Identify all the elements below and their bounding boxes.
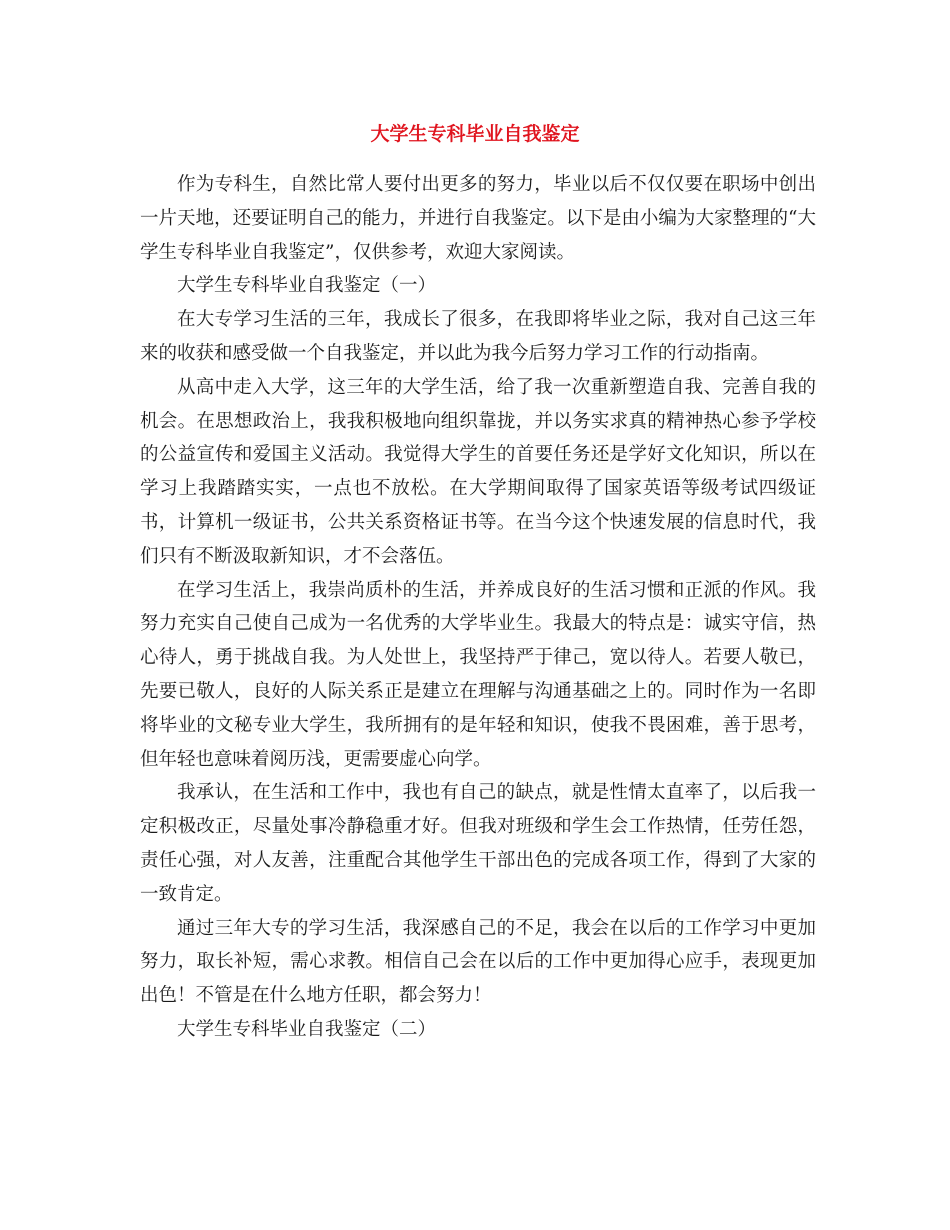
body-paragraph: 我承认，在生活和工作中，我也有自己的缺点，就是性情太直率了，以后我一定积极改正，尽量处事冷静稳重才好。但我对班级和学生会工作热情，任劳任怨，责任心强，对人友善，注重配合其他学生干部出色的完成各项工作，得到了大家的一致肯定。 — [140, 782, 816, 905]
section-heading-two: 大学生专科毕业自我鉴定（二） — [177, 1018, 437, 1040]
body-paragraph: 在大专学习生活的三年，我成长了很多，在我即将毕业之际，我对自己这三年来的收获和感受做一个自我鉴定，并以此为我今后努力学习工作的行动指南。 — [140, 309, 816, 364]
body-paragraph: 从高中走入大学，这三年的大学生活，给了我一次重新塑造自我、完善自我的机会。在思想政治上，我我积极地向组织靠拢，并以务实求真的精神热心参予学校的公益宣传和爱国主义活动。我觉得大学生的首要任务还是学好文化知识，所以在学习上我踏踏实实，一点也不放松。在大学期间取得了国家英语等级考试四级证书，计算机一级证书，公共关系资格证书等。在当今这个快速发展的信息时代，我们只有不断汲取新知识，才不会落伍。 — [140, 376, 816, 567]
document-body — [140, 168, 816, 1047]
document-title: 大学生专科毕业自我鉴定 — [370, 123, 580, 145]
section-heading-one: 大学生专科毕业自我鉴定（一） — [177, 275, 437, 297]
body-paragraph: 通过三年大专的学习生活，我深感自己的不足，我会在以后的工作学习中更加努力，取长补短，需心求教。相信自己会在以后的工作中更加得心应手，表现更加出色！不管是在什么地方任职，都会努力！ — [140, 917, 816, 1007]
body-paragraph: 在学习生活上，我崇尚质朴的生活，并养成良好的生活习惯和正派的作风。我努力充实自己使自己成为一名优秀的大学毕业生。我最大的特点是：诚实守信，热心待人，勇于挑战自我。为人处世上，我坚持严于律己，宽以待人。若要人敬已，先要已敬人，良好的人际关系正是建立在理解与沟通基础之上的。同时作为一名即将毕业的文秘专业大学生，我所拥有的是年轻和知识，使我不畏困难，善于思考，但年轻也意味着阅历浅，更需要虚心向学。 — [140, 579, 816, 770]
intro-paragraph: 作为专科生，自然比常人要付出更多的努力，毕业以后不仅仅要在职场中创出一片天地，还要证明自己的能力，并进行自我鉴定。以下是由小编为大家整理的“大学生专科毕业自我鉴定”，仅供参考，欢迎大家阅读。 — [140, 174, 816, 263]
